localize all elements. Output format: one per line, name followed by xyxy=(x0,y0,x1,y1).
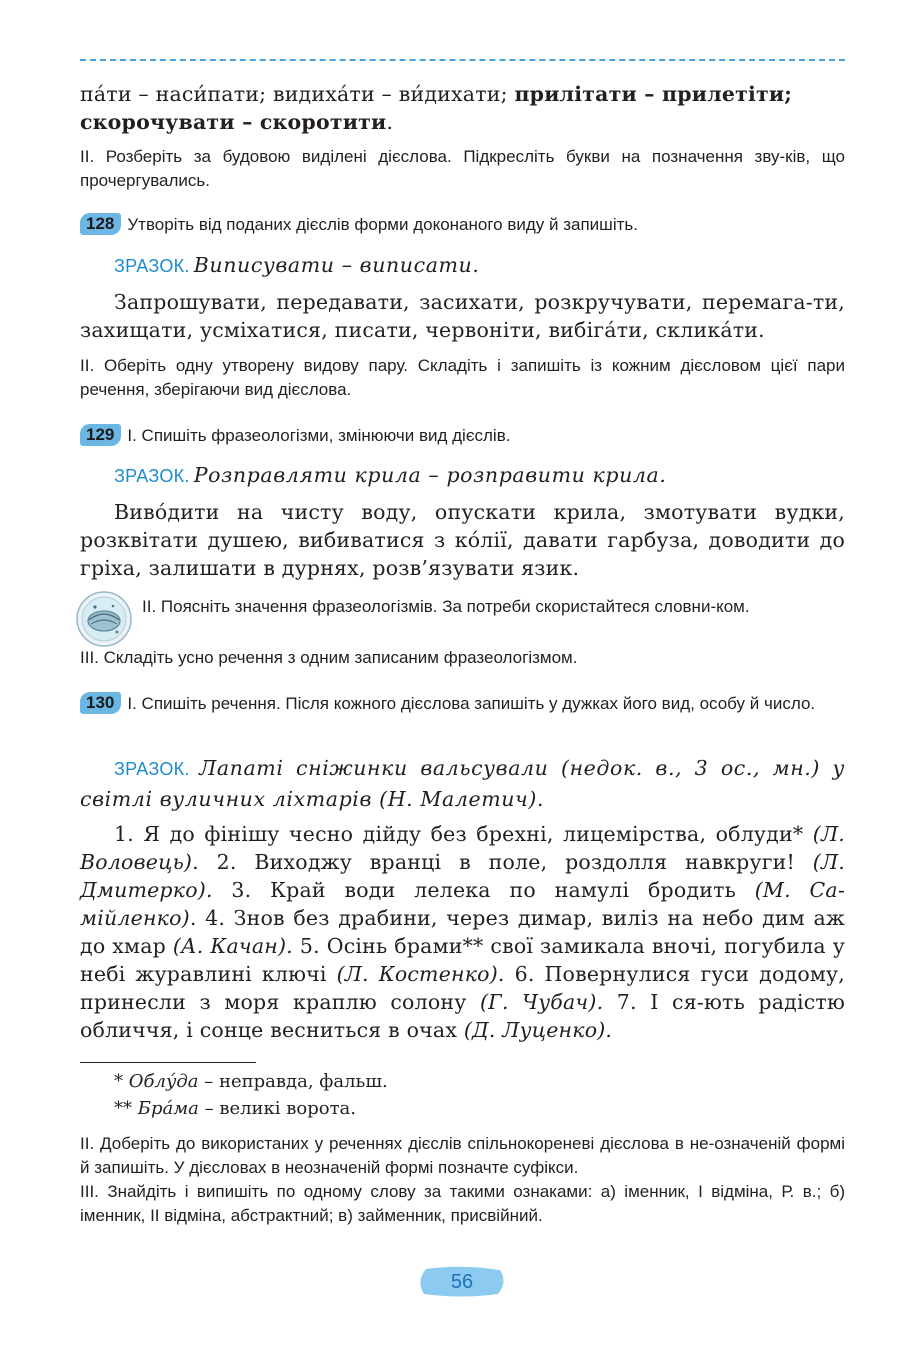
sample-text: Розправляти крила – розправити крила. xyxy=(193,463,667,487)
phrases-list: Виво́дити на чисту воду, опускати крила, змотувати вудки, розквітати душею, вибиватися з ко́лії, давати гарбуза, доводити до гріха, залишати в дурнях, розв’язувати язик. xyxy=(80,500,845,580)
exercise-number-badge: 128 xyxy=(80,213,121,235)
footnote-mark: * xyxy=(114,1071,123,1092)
exercise-130-task-ii: ІІ. Доберіть до використаних у реченнях дієслів спільнокореневі дієслова в не-означеній формі й запишіть. У дієсловах в неозначеній формі позначте суфікси. xyxy=(80,1134,845,1177)
sample-label: ЗРАЗОК. xyxy=(114,759,190,779)
sentence-text: 6. Повернулися гуси додому, принесли з моря краплю солону xyxy=(80,962,845,1014)
word-pairs-continued xyxy=(80,80,845,136)
footnote-divider xyxy=(80,1062,256,1063)
word: наси́пати xyxy=(155,82,260,106)
sentence-text: 5. Осінь брами** свої замикала вночі, погубила у небі журавлині ключі xyxy=(80,934,845,986)
exercise-130-sample xyxy=(80,754,845,816)
exercise-task: Утворіть від поданих дієслів форми доконаного виду й запишіть. xyxy=(127,215,638,234)
sentence-text: 3. Край води лелека по намулі бродить xyxy=(212,878,755,902)
author: (Л. Дмитерко). xyxy=(80,850,845,902)
exercise-128-header xyxy=(80,213,845,237)
dash: – xyxy=(374,82,399,106)
task-ii-intro: ІІ. Розберіть за будовою виділені дієслова. Підкресліть букви на позначення зву-ків, що прочергувались. xyxy=(80,147,845,190)
exercise-130-sentences xyxy=(80,820,845,1044)
footnote-definition: – великі ворота. xyxy=(198,1098,357,1119)
author: (Л. Костенко). xyxy=(336,962,505,986)
author: (Д. Луценко). xyxy=(463,1018,613,1042)
highlighted-verbs: прилітати – прилетіти; xyxy=(514,82,793,106)
top-dashed-divider xyxy=(80,59,845,61)
footnote-2 xyxy=(114,1095,844,1122)
exercise-129-phrases xyxy=(80,498,845,582)
words-list: Запрошувати, передавати, засихати, розкручувати, перемага-ти, захищати, усміхатися, писати, червоніти, вибіга́ти, склика́ти. xyxy=(80,290,845,342)
exercise-128-sample xyxy=(114,253,844,277)
author: (Г. Чубач). xyxy=(479,990,604,1014)
sample-label: ЗРАЗОК. xyxy=(114,466,190,486)
sentence-text: 1. Я до фінішу чесно дійду без брехні, лицемірства, облуди* xyxy=(114,822,813,846)
dictionary-icon xyxy=(75,590,133,648)
exercise-task: І. Спишіть фразеологізми, змінюючи вид дієслів. xyxy=(127,426,511,445)
highlighted-verbs: скорочувати – скоротити xyxy=(80,110,387,134)
exercise-129-task-ii: ІІ. Поясніть значення фразеологізмів. За потреби скористайтеся словни-ком. xyxy=(142,597,750,616)
exercise-129-header xyxy=(80,424,845,448)
author: (Л. Воловець). xyxy=(80,822,845,874)
sentence-text: 4. Знов без драбини, через димар, виліз на небо дим аж до хмар xyxy=(80,906,845,958)
author: (А. Качан). xyxy=(172,934,293,958)
exercise-129-task-iii: ІІІ. Складіть усно речення з одним записаним фразеологізмом. xyxy=(80,648,578,667)
footnote-1 xyxy=(114,1068,844,1095)
sentence-text: 7. І ся-ють радістю обличчя, і сонце весниться в очах xyxy=(80,990,846,1042)
dash: – xyxy=(131,82,156,106)
sample-label: ЗРАЗОК. xyxy=(114,256,190,276)
separator: ; xyxy=(500,82,515,106)
separator: ; xyxy=(259,82,273,106)
sentence-text: 2. Виходжу вранці в поле, роздолля навкруги! xyxy=(198,850,813,874)
exercise-number-badge: 130 xyxy=(80,692,121,714)
footnote-word: Облу́да xyxy=(128,1071,199,1092)
page-number-badge xyxy=(418,1266,506,1298)
period: . xyxy=(386,110,394,134)
exercise-130-header xyxy=(80,692,845,716)
exercise-130-task-iii: ІІІ. Знайдіть і випишіть по одному слову за такими ознаками: а) іменник, І відміна, Р. в.; б) іменник, ІІ відміна, абстрактний; в) займенник, присвійний. xyxy=(80,1182,845,1225)
sample-text: Виписувати – виписати. xyxy=(193,253,480,277)
word: видиха́ти xyxy=(272,82,375,106)
exercise-128-words xyxy=(80,288,845,344)
exercise-number-badge: 129 xyxy=(80,424,121,446)
sample-text: Лапаті сніжинки вальсували (недок. в., 3 ос., мн.) у світлі вуличних ліхтарів (Н. Малетич). xyxy=(80,756,846,811)
footnote-word: Бра́ма xyxy=(137,1098,199,1119)
page-number: 56 xyxy=(450,1271,474,1293)
word: па́ти xyxy=(80,82,132,106)
exercise-129-sample xyxy=(114,463,844,487)
author: (М. Са-мійленко). xyxy=(80,878,845,930)
footnote-mark: ** xyxy=(114,1098,132,1119)
footnote-definition: – неправда, фальш. xyxy=(198,1071,388,1092)
exercise-128-task-ii: ІІ. Оберіть одну утворену видову пару. Складіть і запишіть із кожним дієсловом цієї пари речення, зберігаючи вид дієслова. xyxy=(80,356,845,399)
word: ви́дихати xyxy=(398,82,501,106)
exercise-task: І. Спишіть речення. Після кожного дієслова запишіть у дужках його вид, особу й число. xyxy=(127,694,816,713)
